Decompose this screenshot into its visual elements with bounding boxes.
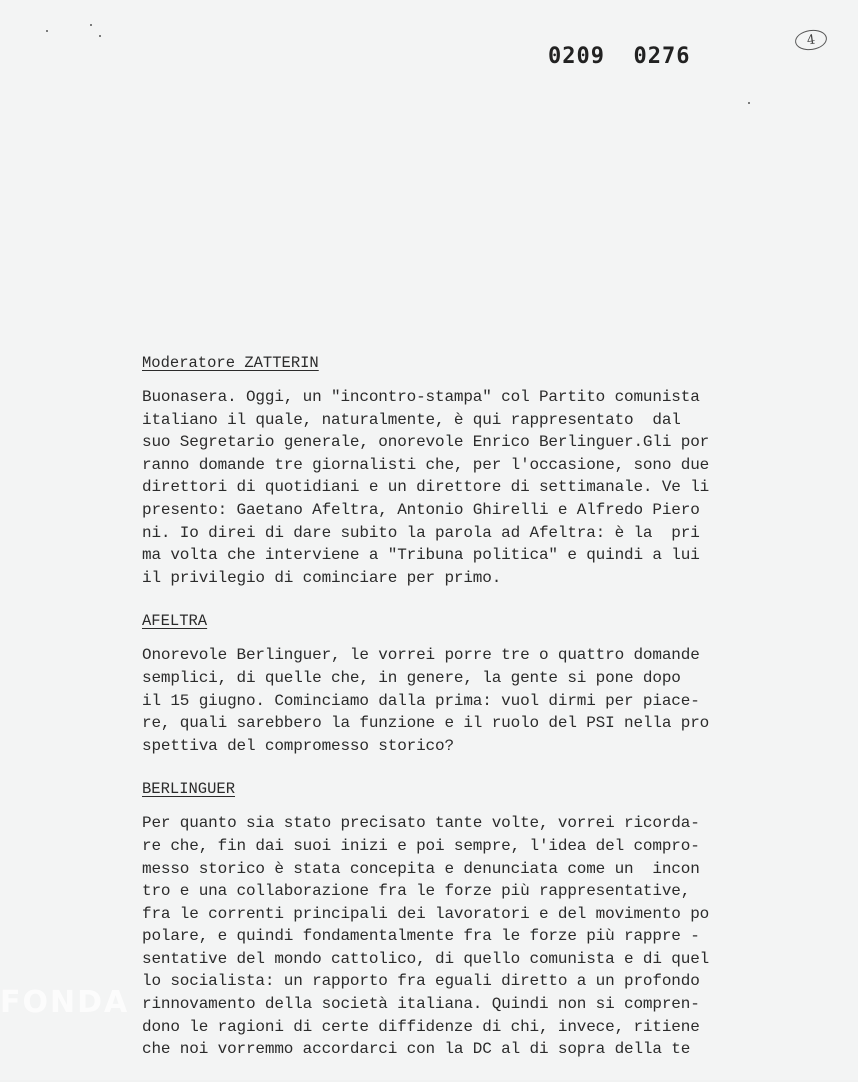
text-line: spettiva del compromesso storico? bbox=[142, 736, 454, 755]
text-line: rinnovamento della società italiana. Quindi non si compren- bbox=[142, 995, 700, 1014]
ink-speck bbox=[90, 24, 92, 26]
text-line: Per quanto sia stato precisato tante volte, vorrei ricorda- bbox=[142, 814, 700, 833]
text-line: re che, fin dai suoi inizi e poi sempre, l'idea del compro- bbox=[142, 836, 700, 855]
text-line: direttori di quotidiani e un direttore di settimanale. Ve li bbox=[142, 478, 710, 497]
speaker-name: BERLINGUER bbox=[142, 780, 236, 799]
text-line: il privilegio di cominciare per primo. bbox=[142, 568, 502, 587]
text-line: re, quali sarebbero la funzione e il ruolo del PSI nella pro bbox=[142, 714, 710, 733]
text-line: ma volta che interviene a "Tribuna politica" e quindi a lui bbox=[142, 546, 700, 565]
text-line: sentative del mondo cattolico, di quello comunista e di quel bbox=[142, 949, 710, 968]
text-line: suo Segretario generale, onorevole Enrico Berlinguer.Gli por bbox=[142, 433, 710, 452]
archive-watermark: FONDA bbox=[0, 985, 130, 1020]
speech-paragraph bbox=[142, 386, 782, 589]
text-line: messo storico è stata concepita e denunciata come un incon bbox=[142, 859, 700, 878]
text-line: lo socialista: un rapporto fra eguali diretto a un profondo bbox=[142, 972, 700, 991]
speaker-block bbox=[142, 778, 782, 1061]
text-line: Buonasera. Oggi, un "incontro-stampa" col Partito comunista bbox=[142, 388, 700, 406]
text-line: fra le correnti principali dei lavoratori e del movimento po bbox=[142, 904, 710, 923]
document-number: 0209 0276 bbox=[548, 44, 691, 69]
handwritten-page-number: 4 bbox=[794, 28, 828, 52]
text-line: il 15 giugno. Cominciamo dalla prima: vuol dirmi per piace- bbox=[142, 691, 700, 710]
text-line: semplici, di quelle che, in genere, la gente si pone dopo bbox=[142, 668, 681, 687]
ink-speck bbox=[99, 35, 101, 37]
ink-speck bbox=[748, 102, 750, 104]
text-line: ranno domande tre giornalisti che, per l'occasione, sono due bbox=[142, 455, 710, 474]
speaker-block bbox=[142, 610, 782, 757]
speaker-name: AFELTRA bbox=[142, 612, 208, 631]
text-line: presento: Gaetano Afeltra, Antonio Ghirelli e Alfredo Piero bbox=[142, 500, 700, 519]
speaker-block bbox=[142, 352, 782, 589]
speaker-name: Moderatore ZATTERIN bbox=[142, 354, 319, 372]
text-line: tro e una collaborazione fra le forze più rappresentative, bbox=[142, 882, 691, 901]
text-line: Onorevole Berlinguer, le vorrei porre tre o quattro domande bbox=[142, 646, 700, 665]
transcript-body bbox=[142, 352, 782, 1082]
text-line: polare, e quindi fondamentalmente fra le forze più rappre - bbox=[142, 927, 700, 946]
text-line: italiano il quale, naturalmente, è qui rappresentato dal bbox=[142, 410, 681, 429]
speech-paragraph bbox=[142, 644, 782, 757]
text-line: dono le ragioni di certe diffidenze di chi, invece, ritiene bbox=[142, 1017, 700, 1036]
text-line: che noi vorremmo accordarci con la DC al di sopra della te bbox=[142, 1040, 691, 1059]
text-line: ni. Io direi di dare subito la parola ad Afeltra: è la pri bbox=[142, 523, 700, 542]
speech-paragraph bbox=[142, 812, 782, 1061]
ink-speck bbox=[46, 30, 48, 32]
